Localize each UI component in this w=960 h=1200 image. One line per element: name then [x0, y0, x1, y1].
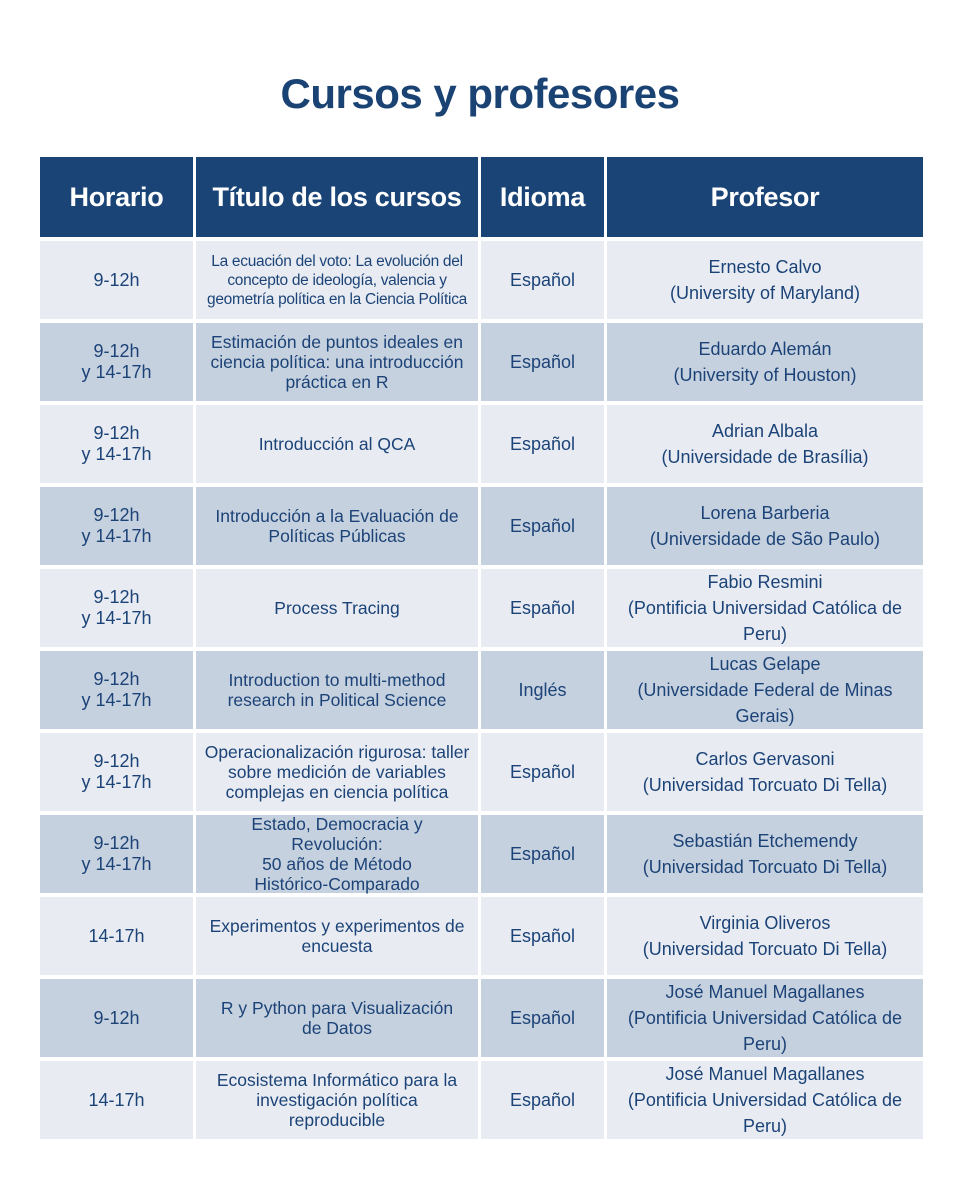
courses-table	[40, 157, 920, 1143]
header-idioma: Idioma	[481, 157, 604, 237]
cell-idioma: Inglés	[481, 651, 604, 729]
table-row	[40, 1061, 920, 1139]
cell-profesor	[607, 569, 923, 647]
cell-titulo: Experimentos y experimentos de encuesta	[196, 897, 478, 975]
profesor-institution: (Pontificia Universidad Católica de Peru)	[627, 1008, 903, 1054]
cell-profesor	[607, 405, 923, 483]
table-row	[40, 487, 920, 565]
table-row	[40, 323, 920, 401]
header-horario: Horario	[40, 157, 193, 237]
cell-horario: 9-12h y 14-17h	[40, 487, 193, 565]
table-header-row	[40, 157, 920, 237]
table-row	[40, 405, 920, 483]
cell-horario: 9-12h y 14-17h	[40, 815, 193, 893]
cell-idioma: Español	[481, 979, 604, 1057]
header-titulo: Título de los cursos	[196, 157, 478, 237]
cell-titulo: Introducción al QCA	[196, 405, 478, 483]
cell-titulo: La ecuación del voto: La evolución del concepto de ideología, valencia y geometría política en la Ciencia Política	[196, 241, 478, 319]
cell-idioma: Español	[481, 323, 604, 401]
cell-idioma: Español	[481, 569, 604, 647]
cell-titulo: Estado, Democracia y Revolución: 50 años de Método Histórico-Comparado	[196, 815, 478, 893]
cell-profesor	[607, 1061, 923, 1139]
cell-horario: 9-12h	[40, 241, 193, 319]
cell-profesor	[607, 241, 923, 319]
cell-idioma: Español	[481, 733, 604, 811]
cell-idioma: Español	[481, 897, 604, 975]
profesor-institution: (Universidade Federal de Minas Gerais)	[637, 680, 893, 726]
cell-horario: 9-12h	[40, 979, 193, 1057]
cell-profesor	[607, 733, 923, 811]
profesor-institution: (Universidade de São Paulo)	[649, 529, 881, 549]
cell-idioma: Español	[481, 487, 604, 565]
profesor-name: Eduardo Alemán	[698, 339, 832, 359]
cell-profesor	[607, 487, 923, 565]
cell-horario: 9-12h y 14-17h	[40, 651, 193, 729]
cell-titulo: R y Python para Visualización de Datos	[196, 979, 478, 1057]
cell-profesor	[607, 897, 923, 975]
cell-horario: 9-12h y 14-17h	[40, 405, 193, 483]
cell-titulo: Introducción a la Evaluación de Políticas Públicas	[196, 487, 478, 565]
table-row	[40, 897, 920, 975]
table-row	[40, 241, 920, 319]
table-row	[40, 815, 920, 893]
cell-horario: 9-12h y 14-17h	[40, 323, 193, 401]
cell-horario: 14-17h	[40, 1061, 193, 1139]
table-row	[40, 733, 920, 811]
header-profesor: Profesor	[607, 157, 923, 237]
profesor-institution: (Universidade de Brasília)	[661, 447, 869, 467]
cell-profesor	[607, 979, 923, 1057]
profesor-institution: (Universidad Torcuato Di Tella)	[642, 857, 888, 877]
cell-titulo: Operacionalización rigurosa: taller sobre medición de variables complejas en ciencia política	[196, 733, 478, 811]
profesor-name: José Manuel Magallanes	[665, 982, 865, 1002]
cell-idioma: Español	[481, 241, 604, 319]
profesor-name: Adrian Albala	[711, 421, 819, 441]
page-title: Cursos y profesores	[280, 70, 680, 117]
table-row	[40, 979, 920, 1057]
profesor-institution: (Pontificia Universidad Católica de Peru)	[627, 1090, 903, 1136]
cell-horario: 9-12h y 14-17h	[40, 569, 193, 647]
profesor-name: Virginia Oliveros	[699, 913, 831, 933]
profesor-name: Fabio Resmini	[707, 572, 823, 592]
table-row	[40, 569, 920, 647]
profesor-name: Lorena Barberia	[700, 503, 830, 523]
cell-profesor	[607, 323, 923, 401]
cell-titulo: Introduction to multi-method research in Political Science	[196, 651, 478, 729]
cell-titulo: Estimación de puntos ideales en ciencia política: una introducción práctica en R	[196, 323, 478, 401]
cell-horario: 14-17h	[40, 897, 193, 975]
profesor-institution: (Pontificia Universidad Católica de Peru)	[627, 598, 903, 644]
profesor-name: José Manuel Magallanes	[665, 1064, 865, 1084]
profesor-name: Lucas Gelape	[709, 654, 821, 674]
cell-horario: 9-12h y 14-17h	[40, 733, 193, 811]
cell-titulo: Ecosistema Informático para la investigación política reproducible	[196, 1061, 478, 1139]
cell-idioma: Español	[481, 405, 604, 483]
cell-titulo: Process Tracing	[196, 569, 478, 647]
profesor-name: Sebastián Etchemendy	[672, 831, 858, 851]
profesor-institution: (University of Maryland)	[669, 283, 861, 303]
profesor-name: Carlos Gervasoni	[695, 749, 835, 769]
cell-idioma: Español	[481, 815, 604, 893]
profesor-institution: (Universidad Torcuato Di Tella)	[642, 775, 888, 795]
profesor-institution: (University of Houston)	[673, 365, 857, 385]
cell-profesor	[607, 651, 923, 729]
profesor-name: Ernesto Calvo	[708, 257, 822, 277]
cell-profesor	[607, 815, 923, 893]
table-row	[40, 651, 920, 729]
profesor-institution: (Universidad Torcuato Di Tella)	[642, 939, 888, 959]
cell-idioma: Español	[481, 1061, 604, 1139]
